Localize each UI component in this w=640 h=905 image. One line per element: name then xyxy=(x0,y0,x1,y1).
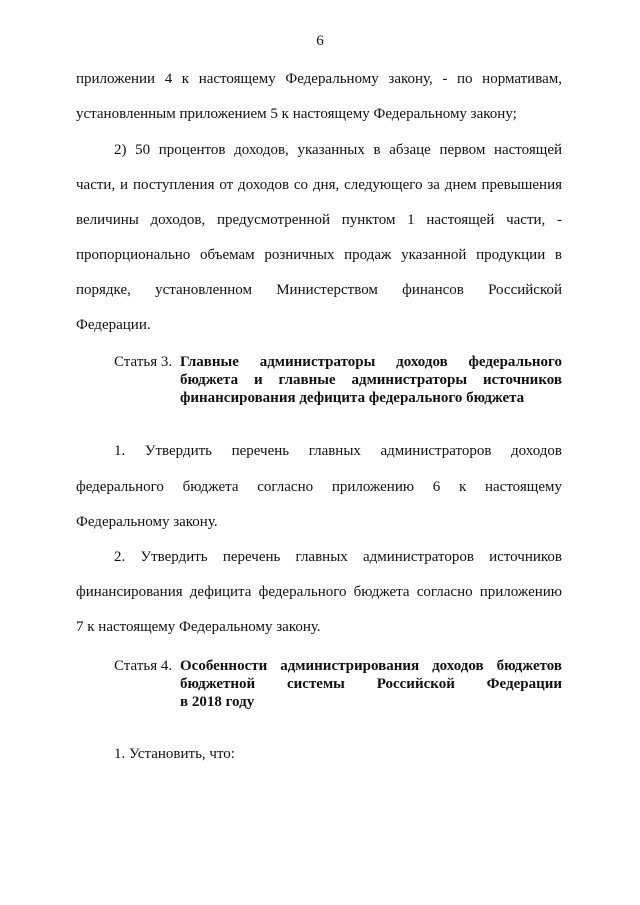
article-title-line: бюджетной системы Российской Федерации xyxy=(180,676,562,692)
paragraph-line: пропорционально объемам розничных продаж указанной продукции в xyxy=(76,247,562,263)
article-title-line: Главные администраторы доходов федерального xyxy=(180,354,562,370)
article-title-line: финансирования дефицита федерального бюджета xyxy=(180,390,525,406)
paragraph-line: Федеральному закону. xyxy=(76,514,218,530)
page-number: 6 xyxy=(316,33,324,49)
article-title-line: в 2018 году xyxy=(180,694,255,710)
article-3-heading xyxy=(114,353,562,407)
article-title xyxy=(180,353,562,407)
paragraph-line: 2. Утвердить перечень главных администраторов источников xyxy=(114,549,562,565)
paragraph-line: установленным приложением 5 к настоящему Федеральному закону; xyxy=(76,106,517,122)
paragraph-line: 7 к настоящему Федеральному закону. xyxy=(76,619,321,635)
paragraph-line: величины доходов, предусмотренной пунктом 1 настоящей части, - xyxy=(76,212,562,228)
article-4-heading xyxy=(114,657,562,711)
paragraph-line: федерального бюджета согласно приложению 6 к настоящему xyxy=(76,479,562,495)
paragraph-line: 1. Утвердить перечень главных администраторов доходов xyxy=(114,443,562,459)
article-title-line: бюджета и главные администраторы источников xyxy=(180,372,562,388)
paragraph-line: приложении 4 к настоящему Федеральному закону, - по нормативам, xyxy=(76,71,562,87)
paragraph-line: финансирования дефицита федерального бюджета согласно приложению xyxy=(76,584,562,600)
article-title xyxy=(180,657,562,711)
paragraph-line: 1. Установить, что: xyxy=(114,746,235,762)
paragraph-line: порядке, установленном Министерством финансов Российской xyxy=(76,282,562,298)
paragraph-line: Федерации. xyxy=(76,317,151,333)
article-label: Статья 3. xyxy=(114,354,173,370)
paragraph-line: части, и поступления от доходов со дня, следующего за днем превышения xyxy=(76,177,562,193)
paragraph-line: 2) 50 процентов доходов, указанных в абзаце первом настоящей xyxy=(114,142,562,158)
article-label: Статья 4. xyxy=(114,658,173,674)
article-title-line: Особенности администрирования доходов бюджетов xyxy=(180,658,562,674)
